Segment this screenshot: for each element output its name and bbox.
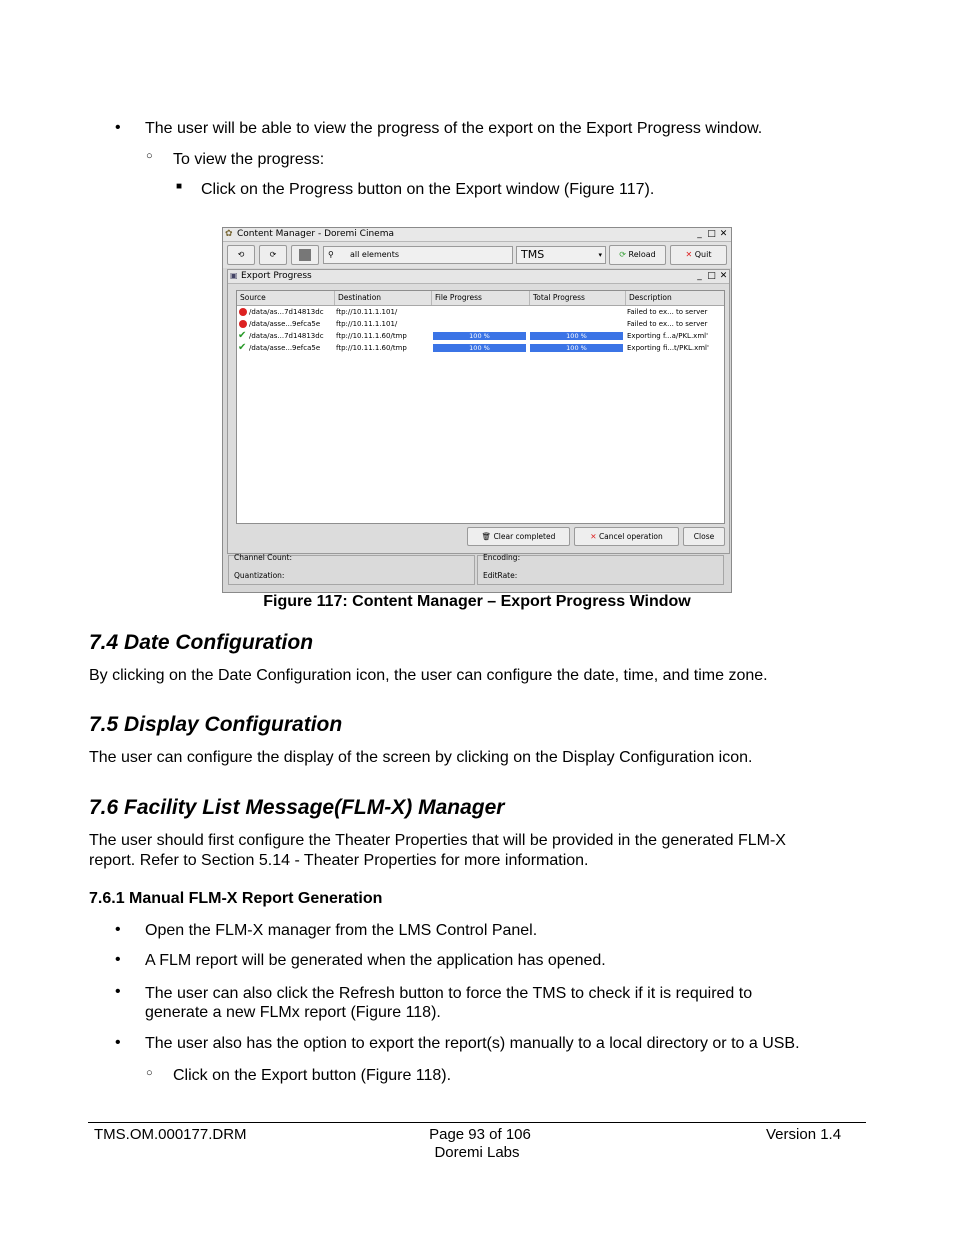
- error-icon: [239, 308, 247, 316]
- ingest-icon: ⟲: [237, 250, 245, 259]
- cell-description: Exporting fi...t/PKL.xml': [627, 344, 709, 352]
- minimize-icon[interactable]: _: [697, 229, 702, 239]
- section-heading-7-4: 7.4 Date Configuration: [89, 631, 314, 654]
- search-input[interactable]: [323, 246, 513, 264]
- bullet-glyph: •: [115, 921, 121, 938]
- quantization-label: Quantization:: [234, 571, 285, 580]
- column-header[interactable]: Source: [237, 291, 335, 305]
- table-row[interactable]: [237, 318, 724, 330]
- dialog-maximize-icon[interactable]: □: [707, 271, 716, 281]
- dialog-icon: ▣: [230, 271, 238, 280]
- cell-description: Exporting f...a/PKL.xml': [627, 332, 709, 340]
- cell-source: /data/asse...9efca5e: [249, 320, 321, 328]
- dialog-minimize-icon[interactable]: _: [697, 271, 702, 281]
- column-header[interactable]: File Progress: [432, 291, 530, 305]
- column-header[interactable]: Destination: [335, 291, 432, 305]
- bullet-glyph: •: [115, 1034, 121, 1051]
- cell-description: Failed to ex... to server: [627, 320, 708, 328]
- dialog-titlebar: [228, 270, 729, 284]
- window-title: Content Manager - Doremi Cinema: [237, 229, 394, 239]
- maximize-icon[interactable]: □: [707, 229, 716, 239]
- close-label: Close: [693, 532, 715, 541]
- cell-destination: ftp://10.11.1.101/: [336, 308, 398, 316]
- check-icon: ✔: [238, 342, 247, 353]
- table-row[interactable]: [237, 330, 724, 342]
- column-header[interactable]: Description: [629, 293, 672, 302]
- cell-source: /data/asse...9efca5e: [249, 344, 321, 352]
- stop-button[interactable]: [291, 245, 319, 265]
- cell-source: /data/as...7d14813dc: [249, 308, 324, 316]
- error-icon: [239, 320, 247, 328]
- progress-table: [236, 290, 725, 524]
- tms-select[interactable]: [516, 246, 606, 264]
- clear-completed-label: Clear completed: [493, 532, 556, 541]
- footer-company: Doremi Labs: [434, 1144, 520, 1161]
- reload-label: Reload: [628, 250, 656, 259]
- table-row[interactable]: [237, 342, 724, 354]
- quit-icon: ✕: [685, 250, 693, 259]
- sub-bullet-glyph: ○: [146, 150, 153, 162]
- export-button[interactable]: [259, 245, 287, 265]
- editrate-label: EditRate:: [483, 571, 518, 580]
- footer-divider: [88, 1122, 866, 1123]
- bullet-text: The user can also click the Refresh button to force the TMS to check if it is required to: [145, 985, 753, 1002]
- bullet-text: Open the FLM-X manager from the LMS Control Panel.: [145, 922, 538, 939]
- section-heading-7-6-1: 7.6.1 Manual FLM-X Report Generation: [89, 890, 383, 907]
- column-header[interactable]: Total Progress: [530, 291, 626, 305]
- tms-select-value: TMS: [521, 248, 545, 261]
- footer-version: Version 1.4: [766, 1126, 842, 1143]
- bullet-text-continued: generate a new FLMx report (Figure 118).: [145, 1004, 441, 1021]
- info-panel-right: [477, 555, 724, 585]
- search-text: all elements: [350, 250, 400, 259]
- cell-destination: ftp://10.11.1.101/: [336, 320, 398, 328]
- total-progress-bar: 100 %: [530, 344, 623, 352]
- reload-button[interactable]: [609, 245, 666, 265]
- sub-bullet-text: To view the progress:: [173, 151, 325, 168]
- file-progress-bar: 100 %: [433, 332, 526, 340]
- cell-destination: ftp://10.11.1.60/tmp: [336, 344, 407, 352]
- file-progress-bar: 100 %: [433, 344, 526, 352]
- subsub-bullet-text: Click on the Progress button on the Export window (Figure 117).: [201, 181, 655, 198]
- section-text-7-6-line2: report. Refer to Section 5.14 - Theater Properties for more information.: [89, 852, 589, 869]
- section-heading-7-6: 7.6 Facility List Message(FLM-X) Manager: [89, 796, 505, 819]
- toolbar: [223, 242, 731, 268]
- clear-completed-button[interactable]: [467, 527, 570, 546]
- section-text-7-6-line1: The user should first configure the Theater Properties that will be provided in the generated FLM-X: [89, 832, 786, 849]
- export-progress-dialog: [227, 269, 730, 554]
- close-button[interactable]: [683, 527, 725, 546]
- table-row[interactable]: [237, 306, 724, 318]
- close-icon[interactable]: ✕: [719, 229, 728, 239]
- quit-label: Quit: [694, 250, 712, 259]
- bullet-text: The user will be able to view the progress of the export on the Export Progress window.: [145, 120, 763, 137]
- section-text-7-5: The user can configure the display of the screen by clicking on the Display Configuration icon.: [89, 749, 753, 766]
- check-icon: ✔: [238, 330, 247, 341]
- section-text-7-4: By clicking on the Date Configuration icon, the user can configure the date, time, and time zone.: [89, 667, 768, 684]
- bullet-glyph: •: [115, 951, 121, 968]
- bullet-text: The user also has the option to export the report(s) manually to a local directory or to a USB.: [145, 1035, 800, 1052]
- cancel-icon: ✕: [590, 532, 597, 541]
- total-progress-bar: 100 %: [530, 332, 623, 340]
- figure-caption: Figure 117: Content Manager – Export Progress Window: [263, 593, 691, 610]
- channel-count-label: Channel Count:: [234, 553, 292, 562]
- export-progress-screenshot: [222, 227, 732, 593]
- quit-button[interactable]: [670, 245, 727, 265]
- table-header: [237, 291, 724, 306]
- footer-page-number: Page 93 of 106: [429, 1126, 531, 1143]
- bullet-glyph: •: [115, 983, 121, 1000]
- sub-bullet-glyph: ○: [146, 1067, 153, 1079]
- reload-icon: ⟳: [619, 250, 626, 259]
- search-icon: ⚲: [328, 250, 334, 259]
- trash-icon: 🗑: [481, 532, 492, 541]
- app-icon: ✿: [225, 229, 233, 239]
- encoding-label: Encoding:: [483, 553, 521, 562]
- cell-source: /data/as...7d14813dc: [249, 332, 324, 340]
- stop-icon: [299, 249, 311, 261]
- dialog-close-icon[interactable]: ✕: [719, 271, 728, 281]
- footer-doc-id: TMS.OM.000177.DRM: [94, 1126, 247, 1143]
- bullet-glyph: •: [115, 119, 121, 136]
- cancel-operation-label: Cancel operation: [598, 532, 663, 541]
- export-icon: ⟳: [269, 250, 277, 259]
- window-titlebar: [223, 228, 731, 242]
- cell-destination: ftp://10.11.1.60/tmp: [336, 332, 407, 340]
- cell-description: Failed to ex... to server: [627, 308, 708, 316]
- dialog-title: Export Progress: [241, 271, 312, 281]
- ingest-button[interactable]: [227, 245, 255, 265]
- bullet-text: A FLM report will be generated when the application has opened.: [145, 952, 606, 969]
- section-heading-7-5: 7.5 Display Configuration: [89, 713, 343, 736]
- square-bullet-glyph: ■: [176, 181, 183, 192]
- chevron-down-icon: ▾: [598, 251, 602, 259]
- info-panel-left: [228, 555, 475, 585]
- sub-bullet-text: Click on the Export button (Figure 118).: [173, 1067, 452, 1084]
- cancel-operation-button[interactable]: [574, 527, 679, 546]
